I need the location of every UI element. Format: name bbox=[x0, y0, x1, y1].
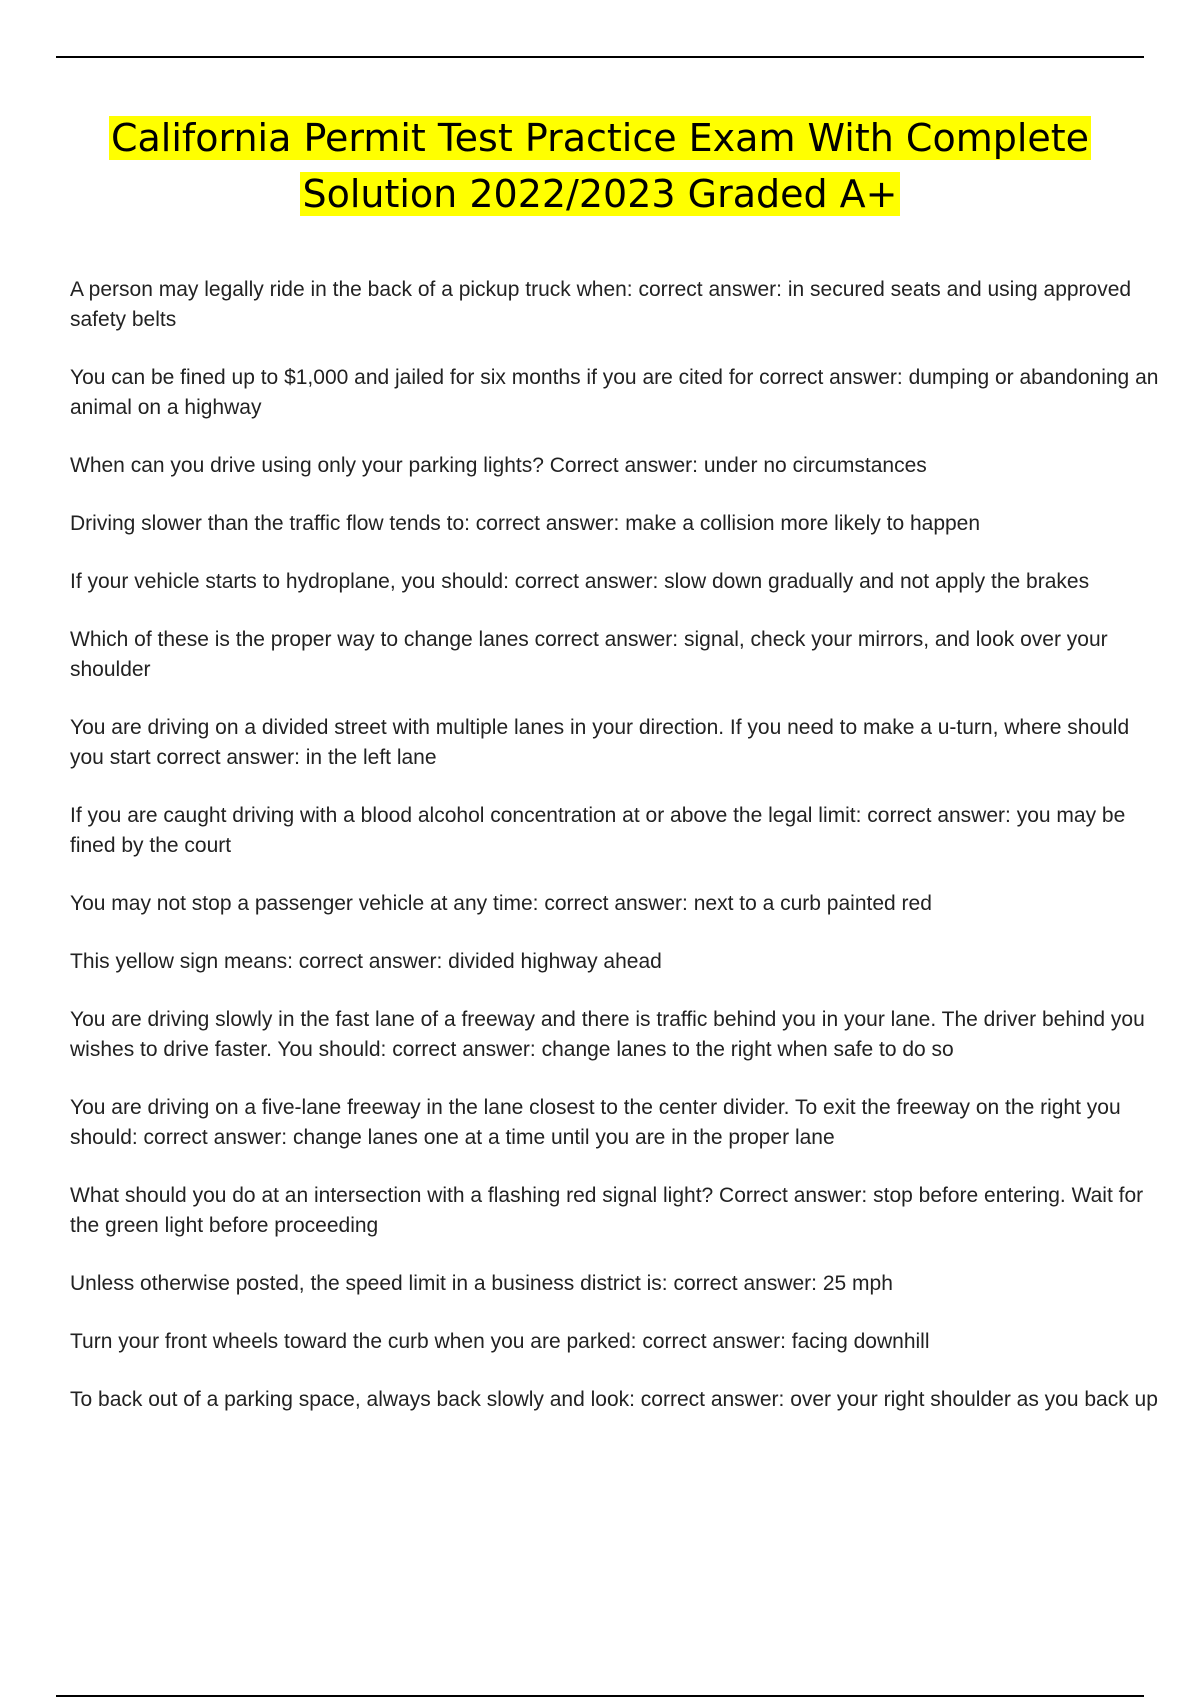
answer-text: 25 mph bbox=[822, 1272, 893, 1295]
answer-text: next to a curb painted red bbox=[693, 892, 932, 915]
qa-item bbox=[70, 947, 1160, 977]
answer-text: in secured seats and using approved safety belts bbox=[70, 278, 1132, 331]
question-text: You are driving on a five-lane freeway in the lane closest to the center divider. To exit the freeway on the right you should: correct answer: bbox=[70, 1096, 1121, 1149]
qa-item bbox=[70, 625, 1160, 685]
answer-text: slow down gradually and not apply the brakes bbox=[664, 570, 1090, 593]
question-text: Which of these is the proper way to change lanes correct answer: bbox=[70, 628, 679, 651]
question-text: Driving slower than the traffic flow tends to: correct answer: bbox=[70, 512, 620, 535]
question-text: Unless otherwise posted, the speed limit in a business district is: correct answer: bbox=[70, 1272, 817, 1295]
qa-item bbox=[70, 1181, 1160, 1241]
answer-text: divided highway ahead bbox=[448, 950, 662, 973]
document-title-block bbox=[56, 110, 1144, 222]
question-text: You are driving slowly in the fast lane of a freeway and there is traffic behind you in your lane. The driver behind you wishes to drive faster. You should: correct answer: bbox=[70, 1008, 1145, 1061]
top-rule bbox=[56, 56, 1144, 58]
qa-item bbox=[70, 509, 1160, 539]
question-text: If your vehicle starts to hydroplane, you should: correct answer: bbox=[70, 570, 659, 593]
answer-text: facing downhill bbox=[791, 1330, 930, 1353]
qa-list bbox=[70, 275, 1160, 1443]
qa-item bbox=[70, 567, 1160, 597]
answer-text: change lanes to the right when safe to do so bbox=[541, 1038, 954, 1061]
question-text: Turn your front wheels toward the curb when you are parked: correct answer: bbox=[70, 1330, 786, 1353]
document-title: California Permit Test Practice Exam With Complete Solution 2022/2023 Graded A+ bbox=[110, 116, 1090, 216]
answer-text: you may be fined by the court bbox=[70, 804, 1126, 857]
answer-text: signal, check your mirrors, and look over your shoulder bbox=[70, 628, 1108, 681]
qa-item bbox=[70, 1005, 1160, 1065]
qa-item bbox=[70, 801, 1160, 861]
question-text: When can you drive using only your parking lights? Correct answer: bbox=[70, 454, 698, 477]
qa-item bbox=[70, 713, 1160, 773]
answer-text: under no circumstances bbox=[703, 454, 927, 477]
answer-text: make a collision more likely to happen bbox=[625, 512, 981, 535]
question-text: If you are caught driving with a blood alcohol concentration at or above the legal limit: correct answer: bbox=[70, 804, 1011, 827]
qa-item bbox=[70, 275, 1160, 335]
qa-item bbox=[70, 1327, 1160, 1357]
qa-item bbox=[70, 1093, 1160, 1153]
question-text: This yellow sign means: correct answer: bbox=[70, 950, 443, 973]
answer-text: in the left lane bbox=[305, 746, 437, 769]
qa-item bbox=[70, 889, 1160, 919]
answer-text: over your right shoulder as you back up bbox=[790, 1388, 1158, 1411]
answer-text: dumping or abandoning an animal on a highway bbox=[70, 366, 1159, 419]
question-text: What should you do at an intersection with a flashing red signal light? Correct answer: bbox=[70, 1184, 868, 1207]
qa-item bbox=[70, 363, 1160, 423]
answer-text: stop before entering. Wait for the green light before proceeding bbox=[70, 1184, 1144, 1237]
question-text: You are driving on a divided street with multiple lanes in your direction. If you need to make a u-turn, where should you start correct answer: bbox=[70, 716, 1130, 769]
qa-item bbox=[70, 1385, 1160, 1415]
bottom-rule bbox=[56, 1695, 1144, 1697]
answer-text: change lanes one at a time until you are in the proper lane bbox=[292, 1126, 835, 1149]
question-text: You can be fined up to $1,000 and jailed for six months if you are cited for correct answer: bbox=[70, 366, 903, 389]
question-text: A person may legally ride in the back of a pickup truck when: correct answer: bbox=[70, 278, 783, 301]
qa-item bbox=[70, 451, 1160, 481]
question-text: To back out of a parking space, always back slowly and look: correct answer: bbox=[70, 1388, 785, 1411]
question-text: You may not stop a passenger vehicle at any time: correct answer: bbox=[70, 892, 688, 915]
qa-item bbox=[70, 1269, 1160, 1299]
